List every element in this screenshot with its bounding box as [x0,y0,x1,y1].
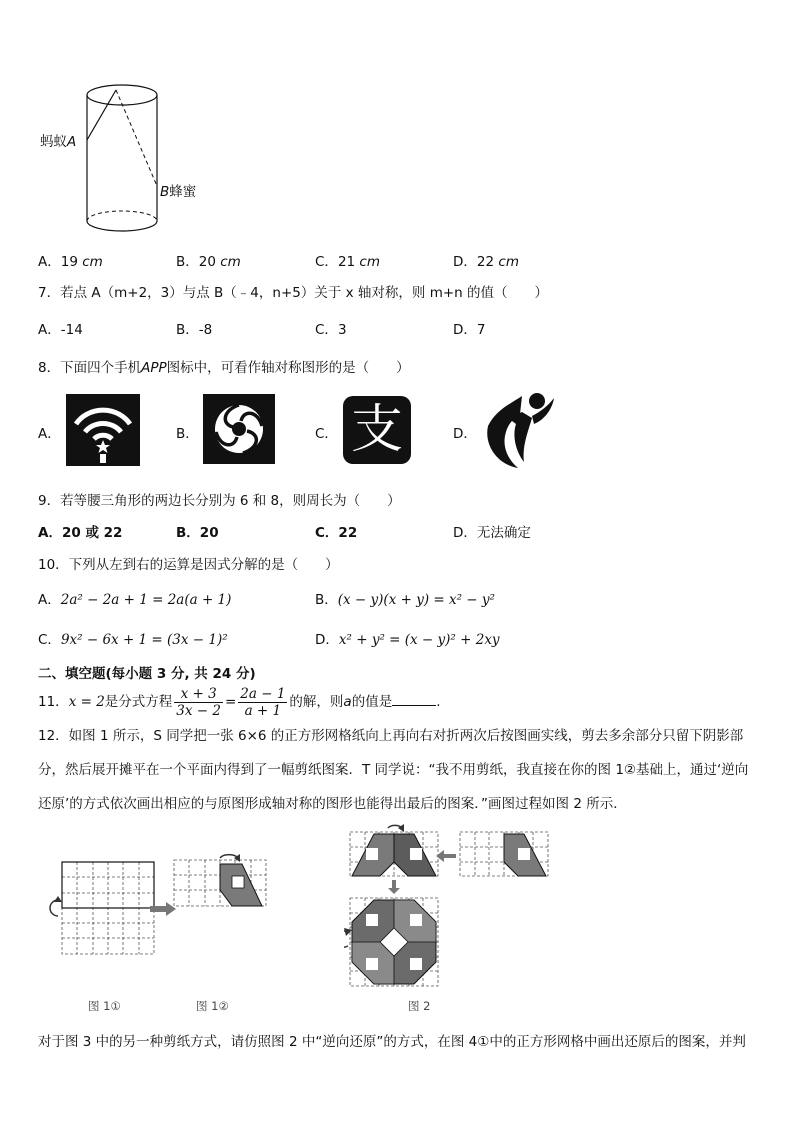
q6-option-a: A．19 cm [38,254,103,270]
figure-1-2 [172,850,272,920]
caption-figure-1-1: 图 1① [88,999,121,1013]
q8-option-b-letter: B． [176,426,199,442]
alipay-app-icon [343,396,411,464]
q9-option-c: C．22 [315,525,358,541]
q6-option-b: B．20 cm [176,254,241,270]
q10-option-b: B．(x − y)(x + y) = x² − y² [315,592,495,608]
q9-option-a: A．20 或 22 [38,525,123,541]
figure-2 [344,822,559,1002]
q7-option-c: C．3 [315,322,347,338]
q11-answer-blank[interactable] [392,693,436,706]
section-2-title: 二、填空题(每小题 3 分, 共 24 分) [38,666,256,682]
q7-option-b: B．-8 [176,322,213,338]
q9-option-b: B．20 [176,525,219,541]
q11-stem: 11．x = 2是分式方程 $\frac{x + 3}{3x - 2}$ = $\frac{2a - 1}{a + 1}$ 的解，则a的值是 . [38,685,441,719]
q10-option-c: C．9x² − 6x + 1 = (3x − 1)² [38,632,228,648]
caption-figure-1-2: 图 1② [196,999,229,1013]
q6-option-d: D．22 cm [453,254,519,270]
q12-stem: 12．如图 1 所示，S 同学把一张 6×6 的正方形网格纸向上再向右对折两次后按图画实线，剪去多余部分只留下阴影部分，然后展开摊平在一个平面内得到了一幅剪纸图案．T 同学说：“我不用剪纸，我直接在你的图 1②基础上，通过‘逆向还原’的方式依次画出相应的与原图形成轴对称的图形也能得出最后的图案．”画图过程如图 2 所示． [38,728,749,812]
wifi-app-icon [66,394,140,466]
q10-option-d: D．x² + y² = (x − y)² + 2xy [315,632,500,648]
q8-option-c-letter: C． [315,426,338,442]
q7-stem: 7．若点 A（m+2，3）与点 B（﹣4，n+5）关于 x 轴对称，则 m+n 的值（ ） [38,285,549,301]
alipay-glyph: 支 [350,400,403,460]
q9-stem: 9．若等腰三角形的两边长分别为 6 和 8，则周长为（ ） [38,493,401,509]
q7-option-a: A．-14 [38,322,83,338]
q11-fraction-left: $\frac{x + 3}{3x - 2}$ [176,685,221,719]
q12-continuation: 对于图 3 中的另一种剪纸方式，请仿照图 2 中“逆向还原”的方式，在图 4①中的正方形网格中画出还原后的图案，并判 [38,1034,746,1050]
swirl-app-icon [203,394,275,464]
q8-option-a-letter: A． [38,426,61,442]
cylinder-figure [30,78,230,238]
q7-option-d: D．7 [453,322,486,338]
caption-figure-2: 图 2 [408,999,431,1013]
q9-option-d: D．无法确定 [453,525,531,541]
figure-app-icon [482,392,558,472]
q6-option-c: C．21 cm [315,254,380,270]
figure-1-1 [44,858,164,988]
q8-stem: 8．下面四个手机APP图标中，可看作轴对称图形的是（ ） [38,360,410,376]
q11-fraction-right: $\frac{2a - 1}{a + 1}$ [240,685,286,719]
q10-option-a: A．2a² − 2a + 1 = 2a(a + 1) [38,592,232,608]
bee-label: B蜂蜜 [160,184,197,200]
q8-option-d-letter: D． [453,426,477,442]
q10-stem: 10．下列从左到右的运算是因式分解的是（ ） [38,557,339,573]
ant-label: 蚂蚁A [40,134,77,150]
